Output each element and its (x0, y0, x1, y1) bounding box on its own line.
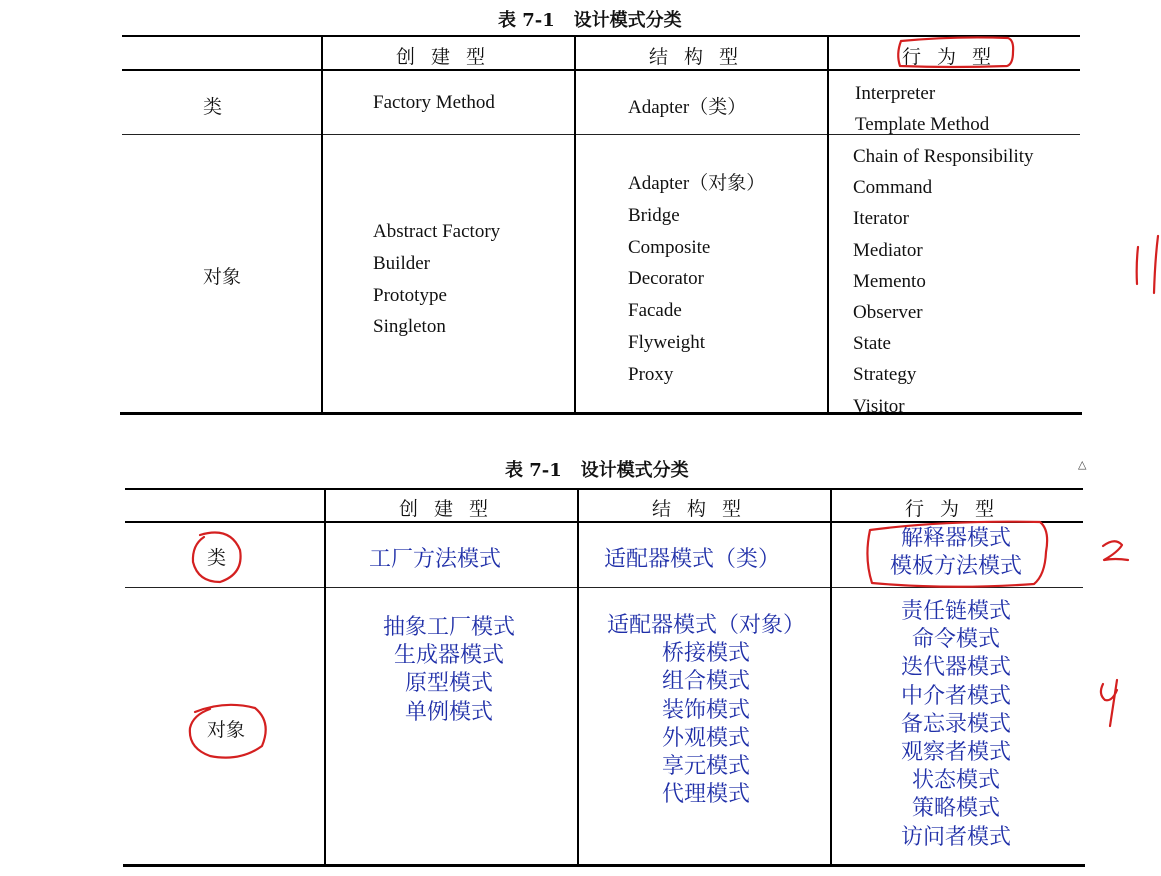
table2-col-divider-2 (577, 489, 579, 866)
handwritten-mark-4 (1101, 680, 1117, 726)
handwritten-mark-11 (1137, 236, 1158, 293)
list-item: 抽象工厂模式 (382, 615, 515, 640)
list-item: State (853, 333, 891, 355)
list-item: Observer (853, 302, 923, 324)
list-item: 享元模式 (661, 753, 750, 779)
list-item: 原型模式 (404, 671, 493, 697)
list-item: 命令模式 (911, 627, 1000, 653)
table2-header-behavioral: 行为型 (904, 498, 1010, 520)
table2-header-creational: 创建型 (398, 498, 504, 520)
table1-caption: 表 7-1 设计模式分类 (498, 10, 682, 31)
list-item: Builder (373, 252, 430, 274)
list-item: Abstract Factory (373, 221, 501, 242)
list-item: Chain of Responsibility (853, 146, 1034, 167)
table1-class-behavioral-list (855, 78, 989, 140)
table1-top-rule (122, 35, 1080, 37)
list-item: Template Method (855, 114, 990, 135)
list-item: 组合模式 (661, 669, 750, 695)
list-item: Command (853, 177, 933, 199)
list-item: Bridge (628, 204, 680, 226)
table1-header-structural: 结构型 (648, 46, 754, 68)
table1-header-behavioral: 行为型 (901, 46, 1007, 68)
table1-object-creational-list (373, 216, 500, 343)
list-item: Composite (628, 236, 711, 258)
table2-caption: 表 7-1 设计模式分类 (505, 460, 689, 481)
list-item: Facade (628, 300, 682, 322)
table1-col-divider-2 (574, 36, 576, 414)
table2-object-structural-list (586, 612, 826, 809)
list-item: Flyweight (628, 331, 706, 353)
table2-header-rule (125, 521, 1083, 523)
table2-header-structural: 结构型 (651, 498, 757, 520)
list-item: Memento (853, 270, 926, 292)
list-item: Singleton (373, 316, 446, 338)
table1-header-creational: 创建型 (395, 46, 501, 68)
table1-col-divider-3 (827, 36, 829, 414)
table2-class-behavioral-list (836, 525, 1076, 581)
table2-class-structural: 适配器模式（类） (604, 547, 781, 572)
list-item: 装饰模式 (661, 697, 750, 723)
list-item: Mediator (853, 239, 923, 261)
table1-col-divider-1 (321, 36, 323, 414)
list-item: 桥接模式 (661, 641, 750, 667)
cursor-icon: △ (1078, 458, 1087, 471)
list-item: Iterator (853, 208, 909, 230)
list-item: 代理模式 (661, 782, 750, 808)
list-item: Visitor (853, 395, 905, 417)
table2-row-rule (125, 587, 1083, 588)
table2-object-behavioral-list (836, 598, 1076, 852)
table1-row-label-object: 对象 (203, 266, 242, 288)
table2-row-label-object: 对象 (207, 719, 246, 741)
table1-class-creational: Factory Method (373, 92, 495, 113)
table2-col-divider-1 (324, 489, 326, 866)
list-item: 适配器模式（对象） (606, 613, 805, 638)
handwritten-mark-2 (1103, 541, 1128, 560)
list-item: 单例模式 (404, 699, 493, 725)
table1-header-rule (122, 69, 1080, 71)
list-item: 中介者模式 (900, 683, 1011, 709)
list-item: Interpreter (855, 83, 936, 104)
table2-col-divider-3 (830, 489, 832, 866)
list-item: Prototype (373, 284, 447, 306)
table1-row-label-class: 类 (203, 96, 223, 118)
list-item: 状态模式 (911, 768, 1000, 794)
table2-top-rule (125, 488, 1083, 490)
list-item: 迭代器模式 (900, 655, 1011, 681)
list-item: 访问者模式 (900, 824, 1011, 850)
list-item: 观察者模式 (900, 739, 1011, 765)
table2-object-creational-list (336, 614, 562, 727)
table1-class-structural: Adapter（类） (628, 97, 747, 118)
table1-object-behavioral-list (853, 141, 1034, 422)
list-item: Strategy (853, 364, 917, 386)
list-item: Adapter（对象） (628, 173, 766, 194)
list-item: 模板方法模式 (889, 554, 1022, 580)
table2-class-creational: 工厂方法模式 (369, 547, 502, 572)
list-item: Proxy (628, 363, 674, 385)
list-item: 外观模式 (661, 725, 750, 751)
table1-object-structural-list (628, 168, 765, 391)
list-item: 备忘录模式 (900, 711, 1011, 737)
list-item: 生成器模式 (393, 643, 504, 669)
list-item: Decorator (628, 268, 704, 290)
table2-bottom-rule (123, 864, 1085, 867)
list-item: 责任链模式 (900, 599, 1011, 624)
table2-row-label-class: 类 (207, 547, 227, 569)
list-item: 解释器模式 (900, 526, 1011, 551)
list-item: 策略模式 (911, 796, 1000, 822)
